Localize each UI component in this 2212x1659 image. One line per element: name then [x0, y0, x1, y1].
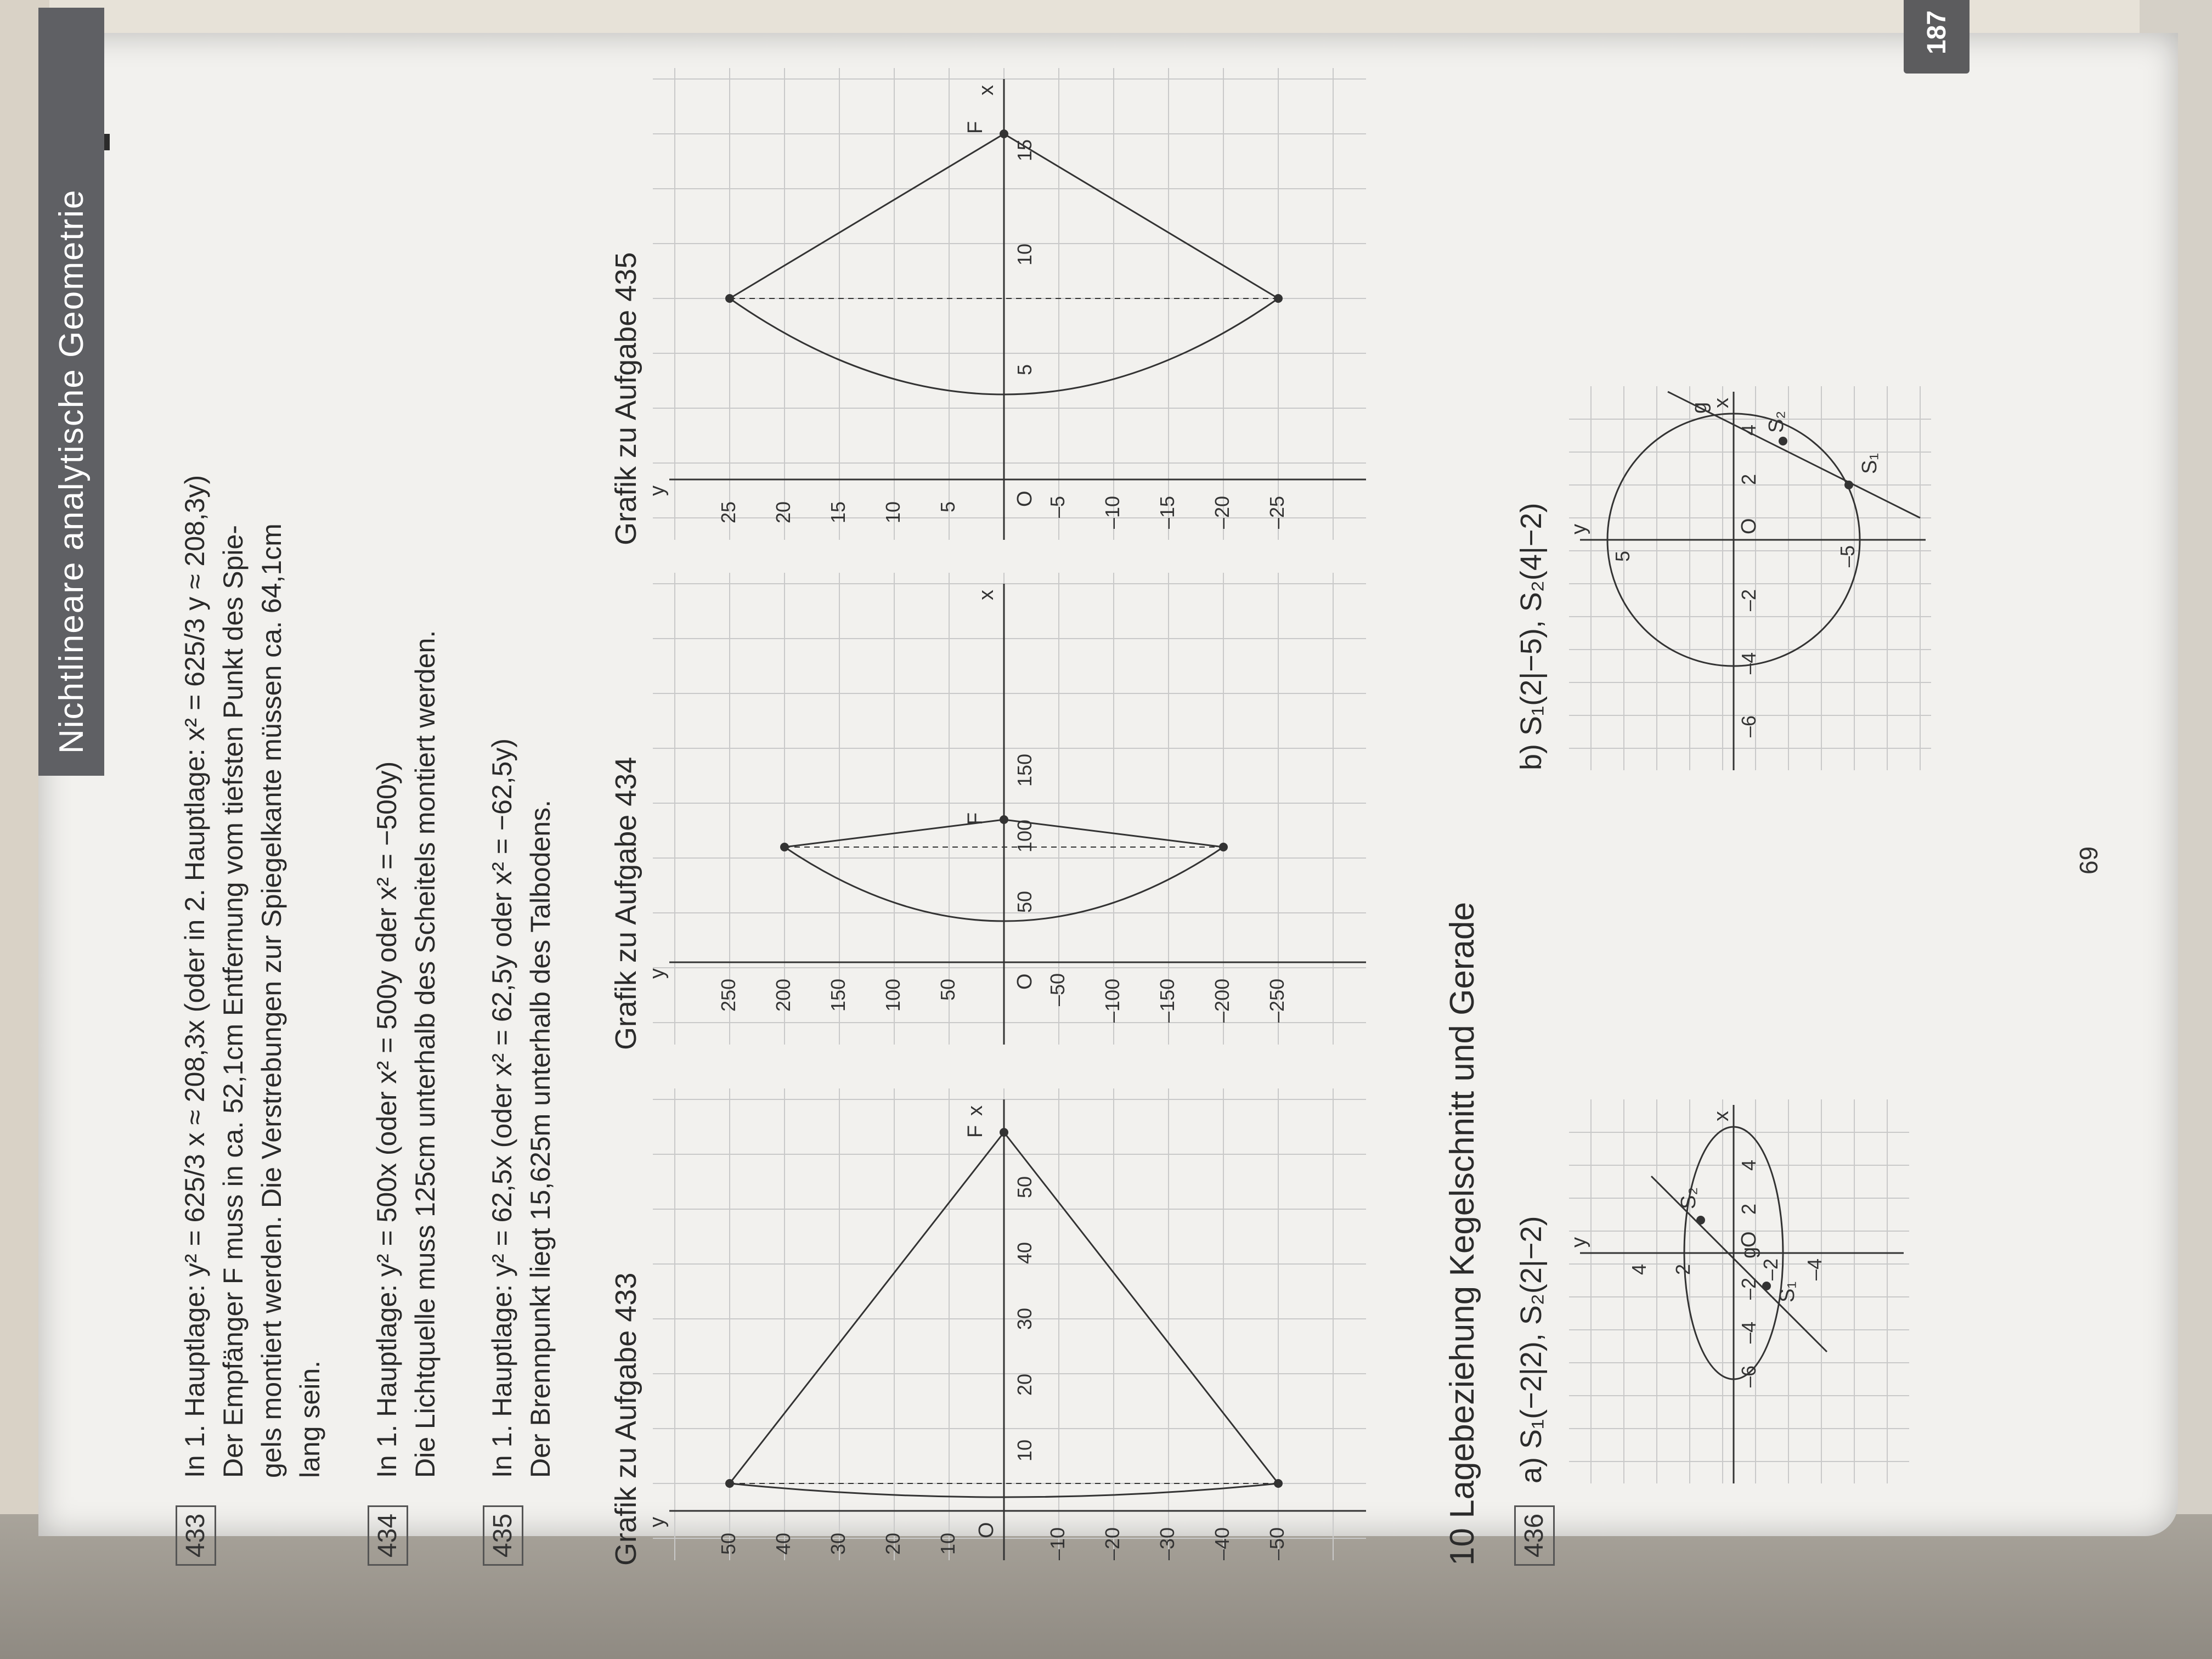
intersection-point [1844, 481, 1853, 489]
x-tick-label: –4 [1737, 652, 1760, 674]
y-tick-label: –15 [1156, 495, 1178, 529]
task-number: 434 [368, 1505, 408, 1566]
y-tick-label: –2 [1759, 1258, 1782, 1280]
x-tick-label: 40 [1013, 1242, 1036, 1264]
focus-point [1000, 129, 1008, 138]
y-tick-label: 5 [1611, 550, 1634, 562]
x-axis-label: x [964, 1105, 987, 1116]
line-label: g [1737, 1246, 1760, 1259]
chapter-title: Nichtlineare analytische Geometrie [52, 189, 91, 754]
y-tick-label: 5 [936, 501, 959, 512]
y-tick-label: –20 [1101, 1527, 1124, 1560]
task-line: In 1. Hauptlage: y² = 62,5x (oder x² = 62,5y oder x² = −62,5y) [487, 738, 517, 1478]
y-axis-label: y [646, 968, 669, 979]
x-tick-label: –4 [1737, 1321, 1760, 1344]
task-number: 435 [483, 1505, 523, 1566]
task-text [176, 106, 329, 1478]
y-tick-label: –10 [1046, 1527, 1069, 1560]
origin-label: O [1013, 973, 1036, 990]
y-tick-label: –5 [1046, 495, 1069, 518]
x-tick-label: 50 [1013, 890, 1036, 913]
x-axis-label: x [1710, 1111, 1733, 1121]
y-tick-label: –50 [1266, 1527, 1288, 1560]
y-tick-label: 100 [882, 978, 904, 1012]
y-tick-label: 150 [827, 978, 849, 1012]
task-line: In 1. Hauptlage: y² = 500x (oder x² = 500y oder x² = −500y) [371, 761, 402, 1478]
y-tick-label: –10 [1101, 495, 1124, 529]
y-tick-label: 10 [882, 501, 904, 523]
x-tick-label: –2 [1737, 589, 1760, 611]
x-tick-label: 20 [1013, 1373, 1036, 1396]
task-line: gels montiert werden. Die Verstrebungen zur Spiegelkante müssen ca. 64,1cm [256, 523, 287, 1478]
x-tick-label: –2 [1737, 1277, 1760, 1300]
y-tick-label: 50 [717, 1532, 740, 1555]
x-tick-label: –6 [1737, 715, 1760, 737]
point-label: S₁ [1776, 1281, 1799, 1302]
y-tick-label: –30 [1156, 1527, 1178, 1560]
y-tick-label: 250 [717, 978, 740, 1012]
x-tick-label: 150 [1013, 753, 1036, 787]
task-number: 436 [1514, 1505, 1555, 1566]
x-axis-label: x [975, 85, 998, 95]
graph-caption: Grafik zu Aufgabe 435 [610, 252, 642, 545]
x-tick-label: 2 [1737, 473, 1760, 485]
graph-434 [646, 573, 1366, 1045]
y-tick-label: –25 [1266, 495, 1288, 529]
edge-point [725, 1479, 734, 1488]
part-a-label: a) S₁(−2|2), S₂(2|−2) [1515, 1216, 1548, 1483]
y-tick-label: 4 [1628, 1263, 1650, 1275]
x-tick-label: 100 [1013, 819, 1036, 853]
y-tick-label: –20 [1211, 495, 1233, 529]
task-text [368, 106, 444, 1478]
y-tick-label: –4 [1803, 1258, 1826, 1280]
origin-label: O [1737, 1231, 1760, 1248]
origin-label: O [1013, 490, 1036, 507]
task-line: lang sein. [295, 1360, 325, 1478]
point-label: S₂ [1765, 410, 1788, 433]
y-tick-label: 15 [827, 501, 849, 523]
y-tick-label: 30 [827, 1532, 849, 1555]
y-tick-label: 2 [1672, 1263, 1694, 1275]
y-tick-label: 20 [772, 501, 794, 523]
task-line: In 1. Hauptlage: y² = 625/3 x ≈ 208,3x (oder in 2. Hauptlage: x² = 625/3 y ≈ 208,3y) [179, 475, 210, 1478]
x-tick-label: 4 [1737, 1159, 1760, 1171]
edge-point [1274, 1479, 1283, 1488]
section-title: 10 Lagebeziehung Kegelschnitt und Gerade [1443, 902, 1481, 1566]
y-tick-label: 20 [882, 1532, 904, 1555]
graph-caption: Grafik zu Aufgabe 434 [610, 757, 642, 1050]
y-tick-label: –50 [1046, 973, 1069, 1006]
task-line: Der Brennpunkt liegt 15,625m unterhalb des Talbodens. [525, 799, 556, 1478]
graph-caption: Grafik zu Aufgabe 433 [610, 1272, 642, 1566]
page-number: 69 [2074, 846, 2103, 874]
x-axis-label: x [975, 590, 998, 600]
edge-point [725, 294, 734, 303]
x-tick-label: 2 [1737, 1203, 1760, 1215]
y-axis-label: y [1567, 524, 1590, 534]
x-tick-label: 4 [1737, 424, 1760, 436]
origin-label: O [975, 1522, 998, 1538]
y-tick-label: 10 [936, 1532, 959, 1555]
task-text [483, 106, 560, 1478]
intersection-point [1762, 1282, 1771, 1290]
origin-label: O [1737, 518, 1760, 534]
point-label: S₂ [1677, 1187, 1700, 1209]
x-tick-label: 50 [1013, 1176, 1036, 1198]
intersection-point [1696, 1216, 1705, 1224]
x-tick-label: 15 [1013, 139, 1036, 161]
part-b-label: b) S₁(2|−5), S₂(4|−2) [1515, 503, 1548, 770]
x-tick-label: 10 [1013, 243, 1036, 266]
x-tick-label: 10 [1013, 1439, 1036, 1462]
chapter-header [38, 8, 104, 776]
y-tick-label: –250 [1266, 978, 1288, 1023]
y-tick-label: 25 [717, 501, 740, 523]
y-tick-label: –40 [1211, 1527, 1233, 1560]
y-tick-label: –200 [1211, 978, 1233, 1023]
focus-point [1000, 1128, 1008, 1137]
task-line: Der Empfänger F muss in ca. 52,1cm Entfernung vom tiefsten Punkt des Spie- [218, 525, 249, 1478]
line-label: g [1688, 402, 1711, 414]
focus-label: F [964, 121, 987, 134]
grid [653, 573, 1366, 1045]
grid [1569, 386, 1931, 770]
y-axis-label: y [1567, 1237, 1590, 1248]
x-tick-label: –6 [1737, 1365, 1760, 1387]
y-axis-label: y [646, 1517, 669, 1527]
y-tick-label: –150 [1156, 978, 1178, 1023]
y-tick-label: 40 [772, 1532, 794, 1555]
intersection-point [1779, 437, 1787, 445]
grid [653, 1088, 1366, 1560]
graph-435 [646, 68, 1366, 540]
grid [653, 68, 1366, 540]
task-line: Die Lichtquelle muss 125cm unterhalb des Scheitels montiert werden. [410, 630, 441, 1478]
focus-label: F [964, 812, 987, 825]
y-tick-label: –5 [1836, 545, 1859, 567]
point-label: S₁ [1858, 453, 1881, 474]
x-axis-label: x [1710, 398, 1733, 408]
y-axis-label: y [646, 486, 669, 496]
solution-badge: 187 [1904, 0, 1970, 74]
edge-point [1274, 294, 1283, 303]
x-tick-label: 30 [1013, 1307, 1036, 1330]
graph-433 [646, 1088, 1366, 1560]
page [38, 10, 2211, 1621]
focus-label: F [964, 1125, 987, 1138]
graph-436a [1569, 1099, 1909, 1483]
y-tick-label: 200 [772, 978, 794, 1012]
task-number: 433 [176, 1505, 216, 1566]
x-tick-label: 5 [1013, 364, 1036, 375]
y-tick-label: –100 [1101, 978, 1124, 1023]
focus-point [1000, 815, 1008, 824]
y-tick-label: 50 [936, 978, 959, 1001]
edge-point [780, 843, 789, 851]
graph-436b [1569, 386, 1931, 770]
edge-point [1219, 843, 1228, 851]
